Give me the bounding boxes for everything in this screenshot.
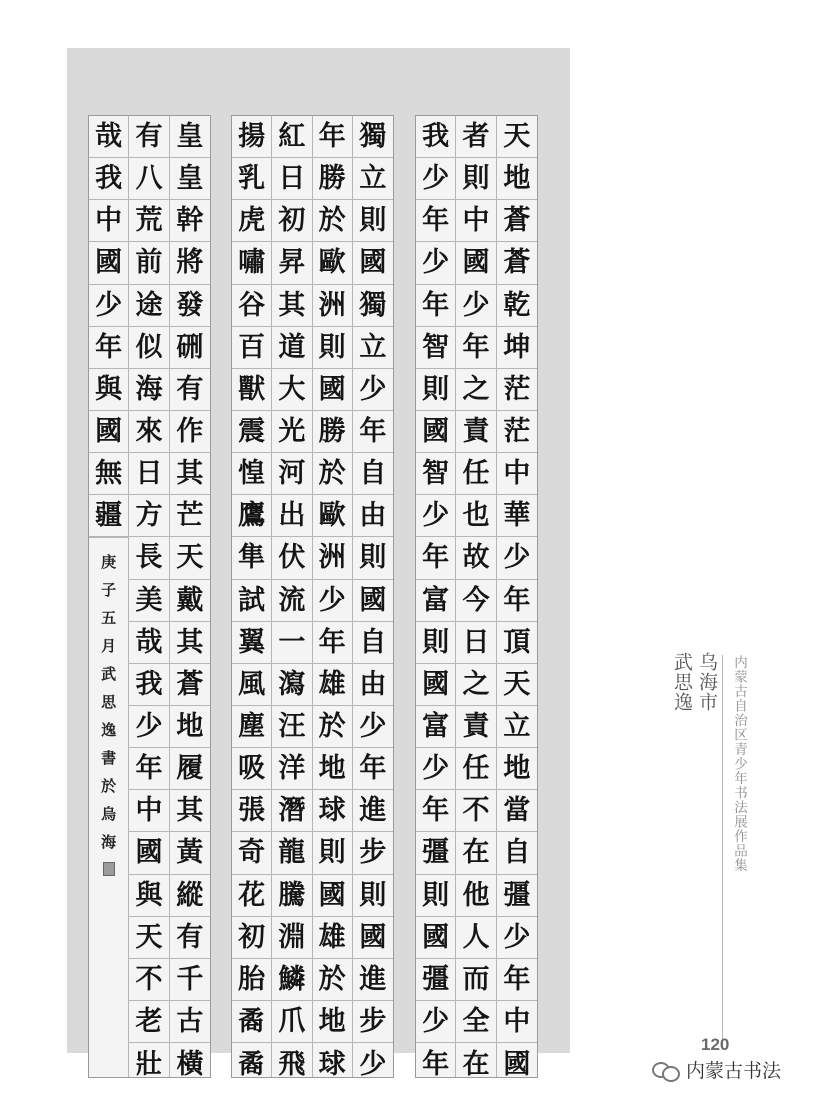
wechat-icon	[652, 1060, 680, 1080]
calligraphy-character: 流	[272, 580, 311, 622]
calligraphy-character: 國	[89, 411, 128, 453]
calligraphy-character: 中	[497, 453, 537, 495]
calligraphy-character: 國	[456, 242, 495, 284]
text-column	[170, 116, 210, 1080]
calligraphy-character: 茫	[497, 369, 537, 411]
colophon	[89, 537, 128, 1077]
calligraphy-character: 光	[272, 411, 311, 453]
calligraphy-character: 虎	[232, 200, 271, 242]
calligraphy-character: 少	[353, 706, 393, 748]
text-column	[313, 116, 353, 1080]
calligraphy-character: 中	[497, 1001, 537, 1043]
calligraphy-character: 國	[313, 875, 352, 917]
calligraphy-character: 之	[456, 369, 495, 411]
calligraphy-character: 似	[129, 327, 168, 369]
calligraphy-character: 富	[416, 706, 455, 748]
colophon-character: 子	[101, 581, 117, 600]
calligraphy-character: 則	[416, 369, 455, 411]
calligraphy-character: 獨	[353, 285, 393, 327]
calligraphy-character: 年	[353, 411, 393, 453]
calligraphy-character: 華	[497, 495, 537, 537]
colophon-character: 逸	[101, 721, 117, 740]
calligraphy-character: 作	[170, 411, 210, 453]
calligraphy-character: 騰	[272, 875, 311, 917]
text-column	[232, 116, 272, 1080]
calligraphy-character: 龍	[272, 832, 311, 874]
calligraphy-character: 洲	[313, 537, 352, 579]
calligraphy-character: 少	[497, 537, 537, 579]
calligraphy-character: 他	[456, 875, 495, 917]
calligraphy-character: 戴	[170, 580, 210, 622]
calligraphy-character: 八	[129, 158, 168, 200]
calligraphy-character: 風	[232, 664, 271, 706]
calligraphy-character: 伏	[272, 537, 311, 579]
calligraphy-character: 美	[129, 580, 168, 622]
calligraphy-character: 黃	[170, 832, 210, 874]
calligraphy-character: 千	[170, 959, 210, 1001]
calligraphy-character: 矞	[232, 1001, 271, 1043]
calligraphy-character: 日	[456, 622, 495, 664]
inscription-column	[89, 116, 129, 1077]
calligraphy-character: 揚	[232, 116, 271, 158]
calligraphy-character: 荒	[129, 200, 168, 242]
calligraphy-character: 道	[272, 327, 311, 369]
calligraphy-character: 年	[89, 327, 128, 369]
calligraphy-character: 少	[416, 495, 455, 537]
calligraphy-character: 我	[129, 664, 168, 706]
calligraphy-character: 則	[456, 158, 495, 200]
calligraphy-character: 年	[422, 1048, 450, 1080]
calligraphy-character: 年	[313, 622, 352, 664]
calligraphy-character: 球	[318, 1048, 346, 1080]
text-column	[456, 116, 496, 1080]
calligraphy-character: 中	[129, 790, 168, 832]
calligraphy-character: 履	[170, 748, 210, 790]
colophon-character: 五	[101, 609, 117, 628]
text-column	[272, 116, 312, 1080]
calligraphy-character: 地	[497, 748, 537, 790]
calligraphy-character: 谷	[232, 285, 271, 327]
colophon-character: 海	[101, 833, 117, 852]
calligraphy-character: 洋	[272, 748, 311, 790]
calligraphy-character: 年	[497, 959, 537, 1001]
calligraphy-character: 由	[353, 495, 393, 537]
calligraphy-character: 在	[456, 832, 495, 874]
calligraphy-character: 全	[456, 1001, 495, 1043]
calligraphy-character: 雄	[313, 664, 352, 706]
calligraphy-character: 由	[353, 664, 393, 706]
calligraphy-character: 立	[497, 706, 537, 748]
calligraphy-character: 少	[416, 158, 455, 200]
calligraphy-character: 少	[416, 1001, 455, 1043]
calligraphy-character: 年	[129, 748, 168, 790]
calligraphy-character: 國	[503, 1048, 531, 1080]
calligraphy-character: 獸	[232, 369, 271, 411]
calligraphy-character: 智	[416, 327, 455, 369]
calligraphy-character: 飛	[278, 1048, 306, 1080]
calligraphy-character: 年	[416, 790, 455, 832]
calligraphy-character: 翼	[232, 622, 271, 664]
calligraphy-character: 試	[232, 580, 271, 622]
calligraphy-character: 當	[497, 790, 537, 832]
calligraphy-character: 之	[456, 664, 495, 706]
calligraphy-character: 地	[313, 748, 352, 790]
calligraphy-character: 皇	[170, 158, 210, 200]
calligraphy-character: 故	[456, 537, 495, 579]
text-column	[353, 116, 393, 1080]
calligraphy-character: 我	[416, 116, 455, 158]
calligraphy-character: 震	[232, 411, 271, 453]
calligraphy-character: 中	[89, 200, 128, 242]
city-name: 乌海市	[696, 652, 718, 712]
calligraphy-character: 硎	[170, 327, 210, 369]
calligraphy-character: 則	[313, 327, 352, 369]
calligraphy-character: 與	[129, 875, 168, 917]
text-column	[129, 116, 169, 1080]
calligraphy-character: 無	[89, 453, 128, 495]
calligraphy-character: 蒼	[497, 200, 537, 242]
calligraphy-character: 百	[232, 327, 271, 369]
calligraphy-character: 縱	[170, 875, 210, 917]
calligraphy-character: 哉	[89, 116, 128, 158]
calligraphy-character: 與	[89, 369, 128, 411]
calligraphy-character: 勝	[313, 411, 352, 453]
calligraphy-character: 年	[416, 200, 455, 242]
calligraphy-character: 責	[456, 411, 495, 453]
colophon-character: 武	[101, 665, 117, 684]
calligraphy-character: 地	[497, 158, 537, 200]
calligraphy-character: 出	[272, 495, 311, 537]
calligraphy-character: 地	[313, 1001, 352, 1043]
calligraphy-character: 古	[170, 1001, 210, 1043]
calligraphy-character: 年	[497, 580, 537, 622]
calligraphy-character: 國	[353, 917, 393, 959]
text-column	[497, 116, 537, 1080]
colophon-character: 庚	[101, 553, 117, 572]
calligraphy-character: 疆	[89, 495, 128, 537]
calligraphy-character: 則	[416, 622, 455, 664]
calligraphy-character: 今	[456, 580, 495, 622]
calligraphy-character: 歐	[313, 242, 352, 284]
calligraphy-character: 則	[353, 875, 393, 917]
calligraphy-character: 國	[416, 664, 455, 706]
calligraphy-character: 國	[313, 369, 352, 411]
calligraphy-character: 有	[170, 369, 210, 411]
calligraphy-character: 勝	[313, 158, 352, 200]
calligraphy-character: 茫	[497, 411, 537, 453]
calligraphy-character: 彊	[497, 875, 537, 917]
colophon-character: 於	[101, 777, 117, 796]
calligraphy-character: 洲	[313, 285, 352, 327]
calligraphy-character: 芒	[170, 495, 210, 537]
watermark	[652, 1056, 781, 1083]
calligraphy-character: 歐	[313, 495, 352, 537]
colophon-character: 月	[101, 637, 117, 656]
calligraphy-character: 任	[456, 748, 495, 790]
calligraphy-character: 河	[272, 453, 311, 495]
calligraphy-character: 自	[497, 832, 537, 874]
calligraphy-character: 幹	[170, 200, 210, 242]
calligraphy-character: 國	[129, 832, 168, 874]
calligraphy-character: 瀉	[272, 664, 311, 706]
sidebar-divider	[722, 655, 723, 1050]
calligraphy-character: 塵	[232, 706, 271, 748]
calligraphy-character: 彊	[416, 959, 455, 1001]
calligraphy-character: 花	[232, 875, 271, 917]
calligraphy-character: 國	[416, 917, 455, 959]
calligraphy-character: 自	[353, 622, 393, 664]
calligraphy-character: 淵	[272, 917, 311, 959]
calligraphy-character: 其	[170, 622, 210, 664]
calligraphy-character: 年	[416, 285, 455, 327]
page-number: 120	[701, 1035, 730, 1054]
calligraphy-character: 日	[129, 453, 168, 495]
calligraphy-character: 頂	[497, 622, 537, 664]
colophon-character: 思	[101, 693, 117, 712]
calligraphy-character: 紅	[272, 116, 311, 158]
calligraphy-character: 獨	[353, 116, 393, 158]
calligraphy-character: 地	[170, 706, 210, 748]
calligraphy-character: 海	[129, 369, 168, 411]
calligraphy-character: 老	[129, 1001, 168, 1043]
calligraphy-character: 長	[129, 537, 168, 579]
calligraphy-character: 坤	[497, 327, 537, 369]
calligraphy-character: 哉	[129, 622, 168, 664]
calligraphy-character: 日	[272, 158, 311, 200]
calligraphy-character: 年	[313, 116, 352, 158]
calligraphy-character: 天	[170, 537, 210, 579]
calligraphy-character: 國	[416, 411, 455, 453]
calligraphy-character: 少	[359, 1048, 387, 1080]
calligraphy-character: 乾	[497, 285, 537, 327]
calligraphy-character: 球	[313, 790, 352, 832]
watermark-text: 内蒙古书法	[686, 1060, 782, 1082]
calligraphy-character: 富	[416, 580, 455, 622]
calligraphy-character: 則	[353, 200, 393, 242]
calligraphy-character: 潛	[272, 790, 311, 832]
calligraphy-character: 於	[313, 200, 352, 242]
calligraphy-character: 天	[497, 116, 537, 158]
calligraphy-character: 自	[353, 453, 393, 495]
series-title: 内蒙古自治区青少年书法展作品集	[731, 655, 747, 873]
calligraphy-character: 少	[416, 748, 455, 790]
calligraphy-character: 初	[232, 917, 271, 959]
calligraphy-character: 少	[89, 285, 128, 327]
calligraphy-character: 則	[313, 832, 352, 874]
calligraphy-character: 天	[497, 664, 537, 706]
calligraphy-character: 而	[456, 959, 495, 1001]
calligraphy-character: 鷹	[232, 495, 271, 537]
calligraphy-character: 彊	[416, 832, 455, 874]
calligraphy-character: 天	[129, 917, 168, 959]
calligraphy-character: 少	[497, 917, 537, 959]
calligraphy-character: 皇	[170, 116, 210, 158]
text-column	[416, 116, 456, 1080]
calligraphy-character: 則	[353, 537, 393, 579]
calligraphy-character: 其	[170, 453, 210, 495]
calligraphy-character: 前	[129, 242, 168, 284]
calligraphy-character: 進	[353, 790, 393, 832]
calligraphy-character: 發	[170, 285, 210, 327]
calligraphy-panel-middle	[231, 115, 394, 1078]
calligraphy-character: 我	[89, 158, 128, 200]
calligraphy-character: 少	[353, 369, 393, 411]
calligraphy-character: 張	[232, 790, 271, 832]
calligraphy-character: 鱗	[272, 959, 311, 1001]
calligraphy-character: 胎	[232, 959, 271, 1001]
calligraphy-character: 汪	[272, 706, 311, 748]
calligraphy-character: 少	[456, 285, 495, 327]
calligraphy-character: 嘯	[232, 242, 271, 284]
colophon-character: 烏	[101, 805, 117, 824]
calligraphy-character: 爪	[272, 1001, 311, 1043]
calligraphy-character: 於	[313, 706, 352, 748]
calligraphy-character: 其	[272, 285, 311, 327]
calligraphy-character: 少	[313, 580, 352, 622]
seal-stamp	[103, 862, 115, 876]
calligraphy-character: 矞	[238, 1048, 266, 1080]
calligraphy-character: 大	[272, 369, 311, 411]
calligraphy-character: 則	[416, 875, 455, 917]
calligraphy-character: 進	[353, 959, 393, 1001]
calligraphy-character: 蒼	[497, 242, 537, 284]
calligraphy-character: 國	[89, 242, 128, 284]
calligraphy-character: 少	[129, 706, 168, 748]
calligraphy-character: 國	[353, 242, 393, 284]
calligraphy-character: 智	[416, 453, 455, 495]
calligraphy-character: 有	[129, 116, 168, 158]
calligraphy-character: 於	[313, 453, 352, 495]
calligraphy-character: 者	[456, 116, 495, 158]
calligraphy-character: 壯	[135, 1048, 163, 1080]
calligraphy-panel-left	[88, 115, 211, 1078]
calligraphy-character: 年	[416, 537, 455, 579]
calligraphy-character: 乳	[232, 158, 271, 200]
calligraphy-character: 有	[170, 917, 210, 959]
calligraphy-character: 吸	[232, 748, 271, 790]
calligraphy-character: 來	[129, 411, 168, 453]
calligraphy-character: 立	[353, 327, 393, 369]
calligraphy-character: 方	[129, 495, 168, 537]
calligraphy-character: 蒼	[170, 664, 210, 706]
calligraphy-character: 橫	[176, 1048, 204, 1080]
calligraphy-character: 人	[456, 917, 495, 959]
artist-name: 武思逸	[671, 652, 693, 712]
calligraphy-character: 不	[129, 959, 168, 1001]
calligraphy-character: 途	[129, 285, 168, 327]
calligraphy-character: 雄	[313, 917, 352, 959]
calligraphy-character: 於	[313, 959, 352, 1001]
calligraphy-character: 中	[456, 200, 495, 242]
calligraphy-artwork	[67, 48, 570, 1080]
calligraphy-character: 將	[170, 242, 210, 284]
colophon-character: 書	[101, 749, 117, 768]
calligraphy-character: 國	[353, 580, 393, 622]
calligraphy-character: 昇	[272, 242, 311, 284]
calligraphy-character: 初	[272, 200, 311, 242]
calligraphy-character: 也	[456, 495, 495, 537]
calligraphy-character: 年	[353, 748, 393, 790]
calligraphy-character: 在	[462, 1048, 490, 1080]
calligraphy-panel-right	[415, 115, 538, 1078]
calligraphy-character: 立	[353, 158, 393, 200]
calligraphy-character: 其	[170, 790, 210, 832]
calligraphy-character: 不	[456, 790, 495, 832]
calligraphy-character: 隼	[232, 537, 271, 579]
calligraphy-character: 少	[416, 242, 455, 284]
calligraphy-character: 一	[272, 622, 311, 664]
calligraphy-character: 惶	[232, 453, 271, 495]
calligraphy-character: 責	[456, 706, 495, 748]
calligraphy-character: 步	[353, 1001, 393, 1043]
calligraphy-character: 任	[456, 453, 495, 495]
calligraphy-character: 步	[353, 832, 393, 874]
calligraphy-character: 年	[456, 327, 495, 369]
calligraphy-character: 奇	[232, 832, 271, 874]
